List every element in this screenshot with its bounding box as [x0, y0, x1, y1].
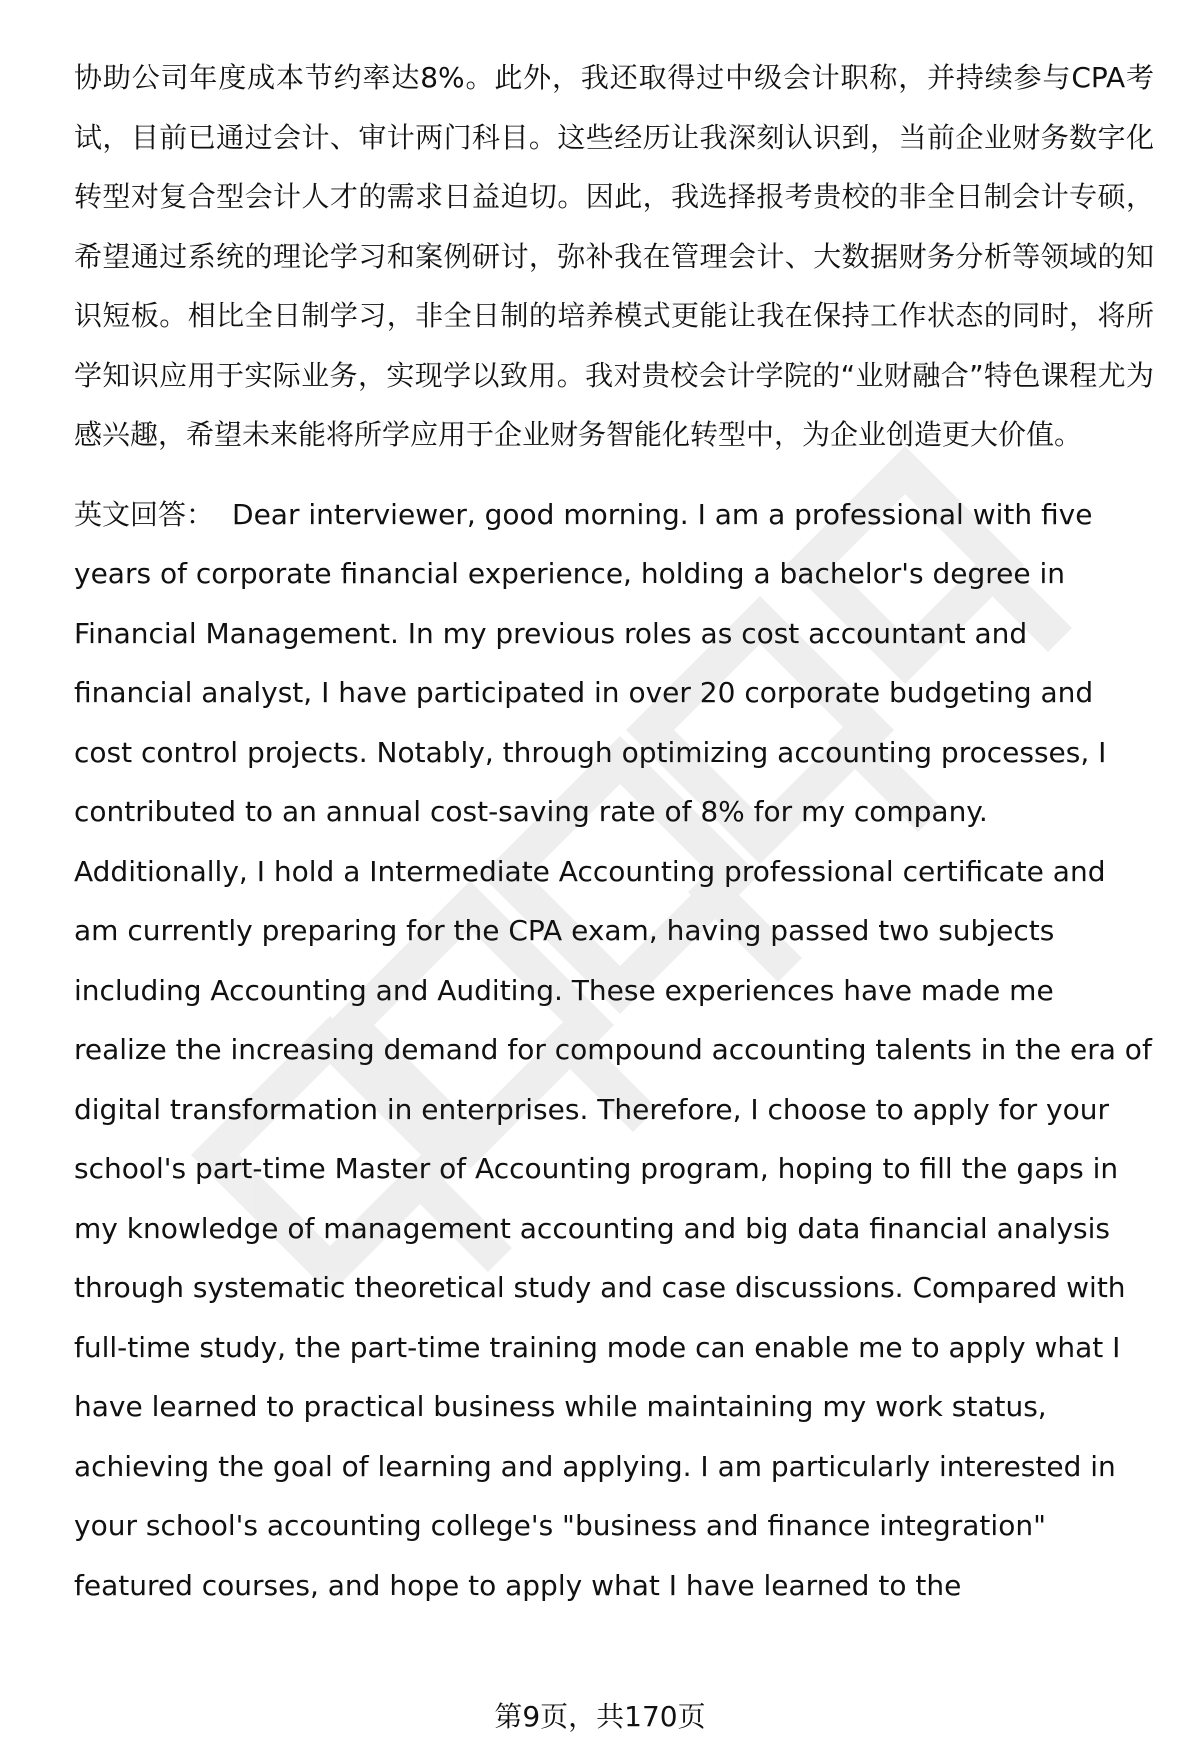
english-answer-text: Dear interviewer, good morning. I am a professional with five years of corporate financial experience, holding a bachelor's degree in Financial Management. In my previous roles as cost accountant and financial analyst, I have participated in over 20 corporate budgeting and cost control projects. Notably, through optimizing accounting processes, I contributed to an annual cost-saving rate of 8% for my company. Additionally, I hold a Intermediate Accounting professional certificate and am currently preparing for the CPA exam, having passed two subjects including Accounting and Auditing. These experiences have made me realize the increasing demand for compound accounting talents in the era of digital transformation in enterprises. Therefore, I choose to apply for your school's part-time Master of Accounting program, hoping to fill the gaps in my knowledge of management accounting and big data financial analysis through systematic theoretical study and case discussions. Compared with full-time study, the part-time training mode can enable me to apply what I have learned to practical business while maintaining my work status, achieving the goal of learning and applying. I am particularly interested in your school's accounting college's "business and finance integration" featured courses, and hope to apply what I have learned to the	[74, 497, 1152, 1602]
document-body	[74, 48, 1154, 1615]
chinese-answer-paragraph: 协助公司年度成本节约率达8%。此外，我还取得过中级会计职称，并持续参与CPA考试，目前已通过会计、审计两门科目。这些经历让我深刻认识到，当前企业财务数字化转型对复合型会计人才的需求日益迫切。因此，我选择报考贵校的非全日制会计专硕，希望通过系统的理论学习和案例研讨，弥补我在管理会计、大数据财务分析等领域的知识短板。相比全日制学习，非全日制的培养模式更能让我在保持工作状态的同时，将所学知识应用于实际业务，实现学以致用。我对贵校会计学院的“业财融合”特色课程尤为感兴趣，希望未来能将所学应用于企业财务智能化转型中，为企业创造更大价值。	[74, 61, 1154, 451]
english-answer-paragraph	[74, 485, 1154, 1616]
english-answer-label: 英文回答：	[74, 497, 215, 531]
page-number-footer: 第9页，共170页	[494, 1700, 706, 1733]
